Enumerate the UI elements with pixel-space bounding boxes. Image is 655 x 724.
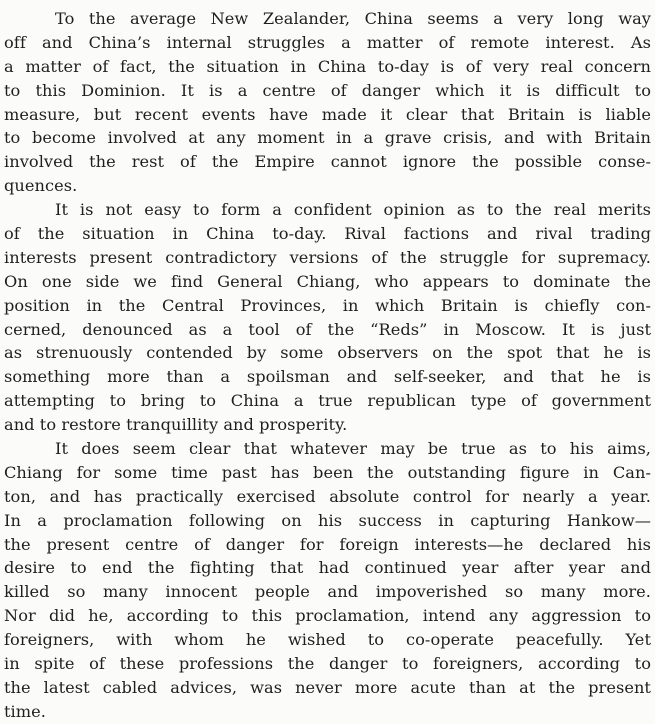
text-line: Chiang for some time past has been the outstanding figure in Can- — [4, 462, 651, 482]
text-line: in spite of these professions the danger to foreigners, according to — [4, 654, 651, 674]
text-line: measure, but recent events have made it clear that Britain is liable — [4, 104, 651, 124]
text-line: of the situation in China to-day. Rival factions and rival trading — [4, 224, 651, 244]
text-line: To the average New Zealander, China seems a very long way — [55, 9, 651, 28]
text-line: a matter of fact, the situation in China to-day is of very real concern — [4, 56, 651, 76]
text-line: foreigners, with whom he wished to co-operate peacefully. Yet — [4, 630, 651, 650]
text-line: something more than a spoilsman and self-seeker, and that he is — [4, 367, 651, 387]
text-line: the present centre of danger for foreign interests—he declared his — [4, 534, 651, 554]
text-line: involved the rest of the Empire cannot ignore the possible conse- — [4, 152, 651, 172]
text-line: ton, and has practically exercised absolute control for nearly a year. — [4, 486, 651, 506]
text-line: In a proclamation following on his success in capturing Hankow— — [4, 510, 651, 530]
text-line: to this Dominion. It is a centre of danger which it is difficult to — [4, 80, 651, 100]
text-line: position in the Central Provinces, in which Britain is chiefly con- — [4, 295, 651, 315]
text-line: to become involved at any moment in a grave crisis, and with Britain — [4, 128, 651, 148]
text-line: desire to end the fighting that had continued year after year and — [4, 558, 651, 578]
text-line: attempting to bring to China a true republican type of government — [4, 391, 651, 411]
text-line: quences. — [4, 176, 78, 196]
text-line: Nor did he, according to this proclamation, intend any aggression to — [4, 606, 651, 626]
text-line: off and China’s internal struggles a matter of remote interest. As — [4, 32, 651, 52]
paragraph-3 — [0, 437, 655, 724]
text-line: the latest cabled advices, was never more acute than at the present — [4, 677, 651, 697]
text-line: On one side we find General Chiang, who appears to dominate the — [4, 271, 651, 291]
text-line: killed so many innocent people and impoverished so many more. — [4, 582, 651, 602]
text-line: It does seem clear that whatever may be true as to his aims, — [55, 439, 651, 459]
paragraph-2 — [0, 198, 655, 437]
text-line: It is not easy to form a confident opinion as to the real merits — [55, 200, 651, 220]
text-line: interests present contradictory versions of the struggle for supremacy. — [4, 247, 651, 267]
text-line: cerned, denounced as a tool of the “Reds” in Moscow. It is just — [4, 319, 651, 339]
text-line: as strenuously contended by some observers on the spot that he is — [4, 343, 651, 363]
text-line: time. — [4, 701, 47, 721]
paragraph-1 — [0, 7, 655, 198]
text-line: and to restore tranquillity and prosperity. — [4, 415, 348, 435]
